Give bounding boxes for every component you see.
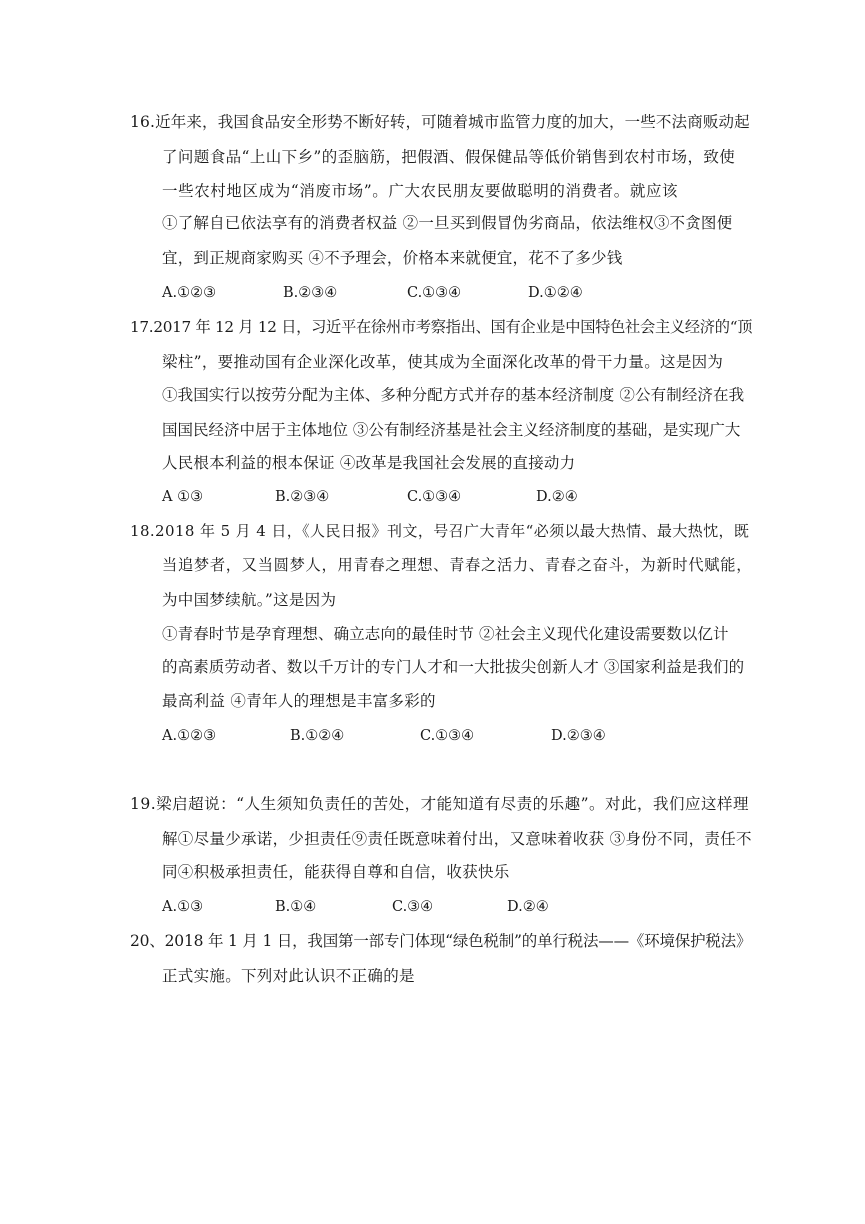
question-19-line-3: 同④积极承担责任，能获得自尊和自信，收获快乐 bbox=[162, 863, 510, 881]
option-c: C.①③④ bbox=[407, 285, 462, 301]
option-c: C.③④ bbox=[392, 899, 434, 915]
question-16-line-1: 16.近年来，我国食品安全形势不断好转，可随着城市监管力度的加大，一些不法商贩动起 bbox=[130, 113, 750, 131]
option-c: C.①③④ bbox=[407, 489, 462, 505]
option-b: B.②③④ bbox=[283, 285, 338, 301]
option-d: D.②④ bbox=[507, 899, 549, 915]
option-a: A.①②③ bbox=[162, 285, 217, 301]
question-17-line-1: 17.2017 年 12 月 12 日，习近平在徐州市考察指出、国有企业是中国特色社会主义经济的“顶 bbox=[130, 318, 753, 336]
question-19-line-1: 19.梁启超说：“人生须知负责任的苦处，才能知道有尽责的乐趣”。对此，我们应这样理 bbox=[130, 795, 750, 813]
question-17-line-4: 国国民经济中居于主体地位 ③公有制经济基是社会主义经济制度的基础，是实现广大 bbox=[162, 421, 741, 439]
question-18-line-1: 18.2018 年 5 月 4 日，《人民日报》刊文，号召广大青年“必须以最大热情、最大热忱，既 bbox=[130, 522, 750, 540]
option-b: B.①②④ bbox=[290, 728, 345, 744]
option-b: B.②③④ bbox=[275, 489, 330, 505]
question-16-line-3: 一些农村地区成为“消废市场”。广大农民朋友要做聪明的消费者。就应该 bbox=[162, 182, 679, 200]
question-17-line-5: 人民根本利益的根本保证 ④改革是我国社会发展的直接动力 bbox=[162, 454, 576, 472]
question-17-line-2: 梁柱”，要推动国有企业深化改革，使其成为全面深化改革的骨干力量。这是因为 bbox=[162, 353, 724, 371]
question-18-line-6: 最高利益 ④青年人的理想是丰富多彩的 bbox=[162, 692, 436, 710]
option-c: C.①③④ bbox=[420, 728, 475, 744]
question-16-line-5: 宜，到正规商家购买 ④不予理会，价格本来就便宜，花不了多少钱 bbox=[162, 249, 623, 267]
question-20-line-1: 20、2018 年 1 月 1 日，我国第一部专门体现“绿色税制”的单行税法——《环境保护税法》 bbox=[130, 932, 752, 950]
question-18-line-5: 的高素质劳动者、数以千万计的专门人才和一大批拔尖创新人才 ③国家利益是我们的 bbox=[162, 658, 745, 676]
option-d: D.②③④ bbox=[551, 728, 606, 744]
option-d: D.②④ bbox=[536, 489, 578, 505]
question-16-line-2: 了问题食品“上山下乡”的歪脑筋，把假酒、假保健品等低价销售到农村市场，致使 bbox=[162, 148, 736, 166]
option-a: A ①③ bbox=[162, 489, 204, 505]
question-18-line-2: 当追梦者，又当圆梦人，用青春之理想、青春之活力、青春之奋斗，为新时代赋能， bbox=[162, 556, 753, 574]
question-20-line-2: 正式实施。下列对此认识不正确的是 bbox=[162, 967, 415, 985]
option-d: D.①②④ bbox=[528, 285, 583, 301]
option-a: A.①③ bbox=[162, 899, 204, 915]
question-18-line-3: 为中国梦续航。”这是因为 bbox=[162, 591, 337, 609]
question-17-line-3: ①我国实行以按劳分配为主体、多种分配方式并存的基本经济制度 ②公有制经济在我 bbox=[162, 386, 745, 404]
option-a: A.①②③ bbox=[162, 728, 217, 744]
question-19-line-2: 解①尽量少承诺，少担责任⑨责任既意味着付出，又意味着收获 ③身份不同，责任不 bbox=[162, 830, 752, 848]
option-b: B.①④ bbox=[275, 899, 317, 915]
question-18-line-4: ①青春时节是孕育理想、确立志向的最佳时节 ②社会主义现代化建设需要数以亿计 bbox=[162, 625, 729, 643]
question-16-line-4: ①了解自已依法享有的消费者权益 ②一旦买到假冒伪劣商品，依法维权③不贪图便 bbox=[162, 214, 733, 232]
